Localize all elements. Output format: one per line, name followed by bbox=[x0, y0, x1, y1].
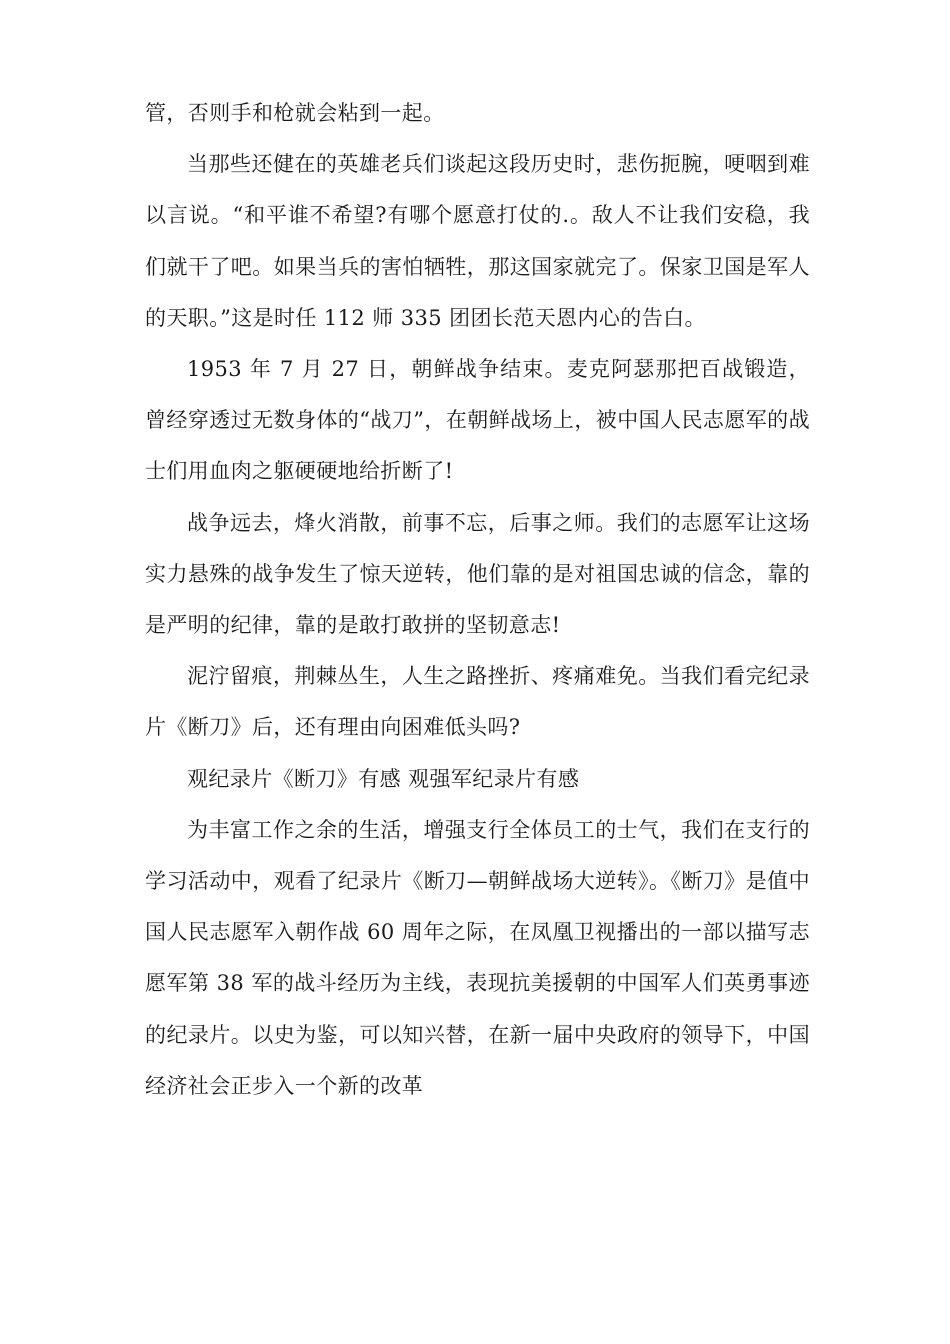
paragraph-veterans-recollection: 当那些还健在的英雄老兵们谈起这段历史时，悲伤扼腕，哽咽到难以言说。“和平谁不希望?有哪个愿意打仗的.。敌人不让我们安稳，我们就干了吧。如果当兵的害怕牺牲，那这国家就完了。保家卫国是军人的天职。”这是时任 112 师 335 团团长范天恩内心的告白。 bbox=[145, 152, 810, 330]
paragraph-study-activity: 为丰富工作之余的生活，增强支行全体员工的士气，我们在支行的学习活动中，观看了纪录片《断刀—朝鲜战场大逆转》。《断刀》是值中国人民志愿军入朝作战 60 周年之际，在凤凰卫视播出的一部以描写志愿军第 38 军的战斗经历为主线，表现抗美援朝的中国军人们英勇事迹的纪录片。以史为鉴，可以知兴替，在新一届中央政府的领导下，中国经济社会正步入一个新的改革 bbox=[145, 817, 810, 1098]
paragraph-continuation: 管，否则手和枪就会粘到一起。 bbox=[145, 101, 445, 125]
paragraph-war-ending: 1953 年 7 月 27 日，朝鲜战争结束。麦克阿瑟那把百战锻造，曾经穿透过无数身体的“战刀”，在朝鲜战场上，被中国人民志愿军的战士们用血肉之躯硬硬地给折断了! bbox=[145, 357, 810, 484]
section-heading: 观纪录片《断刀》有感 观强军纪录片有感 bbox=[187, 766, 580, 791]
document-body bbox=[145, 88, 810, 1112]
paragraph-lessons: 战争远去，烽火消散，前事不忘，后事之师。我们的志愿军让这场实力悬殊的战争发生了惊天逆转，他们靠的是对祖国忠诚的信念，靠的是严明的纪律，靠的是敢打敢拼的坚韧意志! bbox=[145, 510, 810, 638]
paragraph-reflection: 泥泞留痕，荆棘丛生，人生之路挫折、疼痛难免。当我们看完纪录片《断刀》后，还有理由向困难低头吗? bbox=[145, 664, 810, 740]
